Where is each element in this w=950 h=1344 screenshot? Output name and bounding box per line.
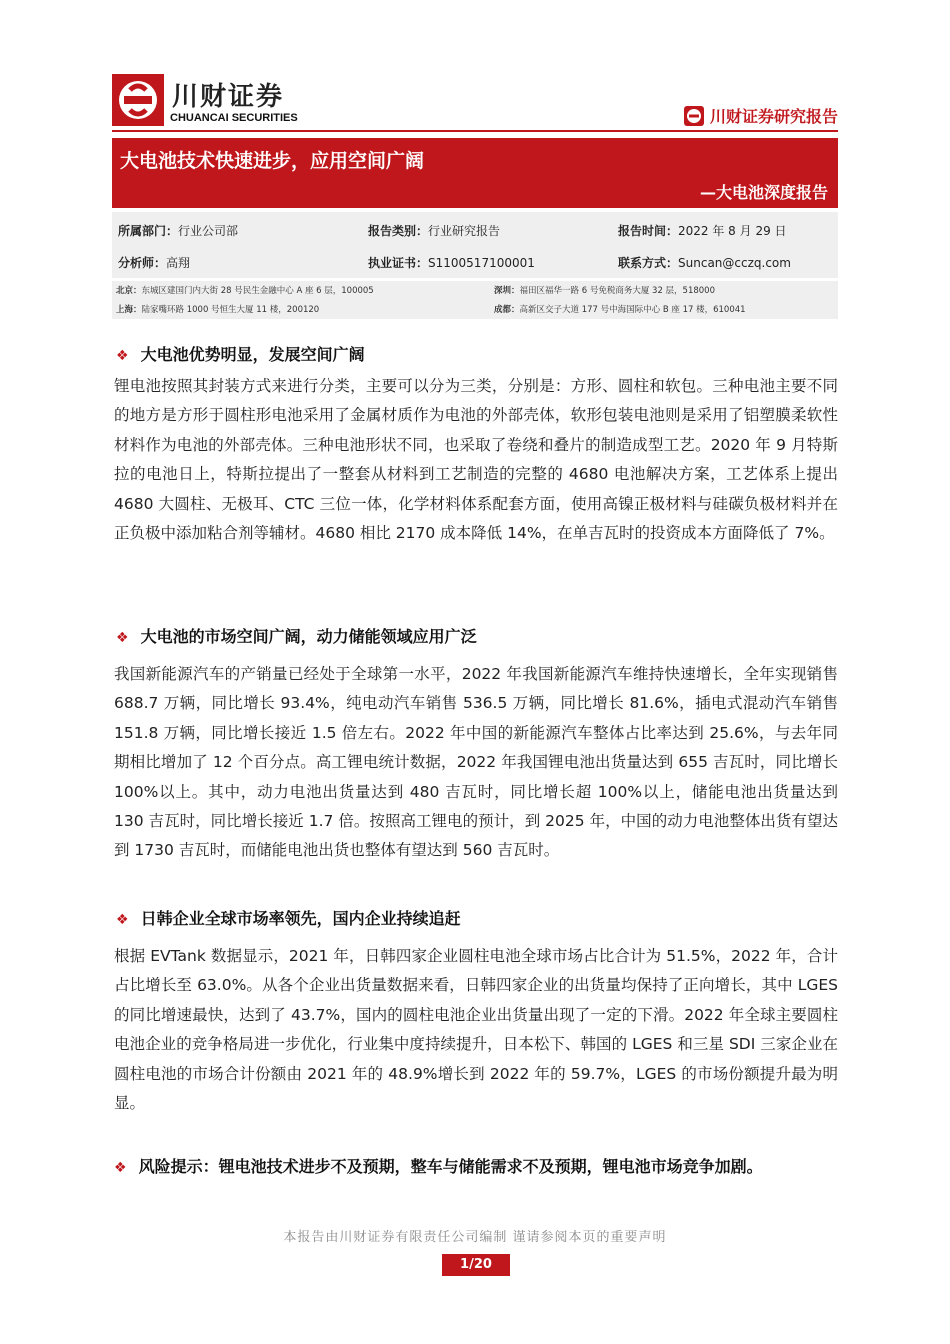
- meta-dept: 所属部门：行业公司部: [118, 224, 239, 238]
- office-addresses: [112, 280, 838, 319]
- header-rule: [112, 130, 838, 132]
- brand-small-icon: [684, 106, 704, 126]
- diamond-bullet-icon: ❖: [116, 912, 129, 928]
- meta-row-2: [118, 254, 832, 274]
- meta-contact: 联系方式：Suncan@cczq.com: [618, 256, 791, 270]
- diamond-bullet-icon: ❖: [114, 1160, 127, 1176]
- brand-name-cn: 川财证券: [172, 82, 285, 112]
- report-subtitle: —大电池深度报告: [699, 183, 828, 202]
- address-shenzhen: 深圳：福田区福华一路 6 号免税商务大厦 32 层，518000: [494, 286, 715, 296]
- address-chengdu: 成都：高新区交子大道 177 号中海国际中心 B 座 17 楼，610041: [494, 305, 746, 315]
- report-meta: [112, 212, 838, 278]
- section-heading: ❖ 大电池优势明显，发展空间广阔: [116, 345, 365, 364]
- risk-warning: ❖ 风险提示：锂电池技术进步不及预期，整车与储能需求不及预期，锂电池市场竞争加剧。: [114, 1157, 763, 1176]
- title-band: [112, 138, 838, 208]
- section-heading: ❖ 大电池的市场空间广阔，动力储能领域应用广泛: [116, 627, 477, 646]
- footer-disclaimer: 本报告由川财证券有限责任公司编制 谨请参阅本页的重要声明: [283, 1230, 667, 1245]
- report-title: 大电池技术快速进步，应用空间广阔: [120, 150, 425, 172]
- meta-type: 报告类别：行业研究报告: [368, 224, 501, 238]
- meta-date: 报告时间：2022 年 8 月 29 日: [618, 224, 787, 238]
- meta-row-1: [118, 222, 832, 242]
- section-body: 锂电池按照其封装方式来进行分类，主要可以分为三类，分别是：方形、圆柱和软包。三种电池主要不同的地方是方形于圆柱形电池采用了金属材质作为电池的外部壳体，软形包装电池则是采用了铝塑膜柔软性材料作为电池的外部壳体。三种电池形状不同，也采取了卷绕和叠片的制造成型工艺。2020 年 9 月特斯拉的电池日上，特斯拉提出了一整套从材料到工艺制造的完整的 4680 电池解决方案，工艺体系上提出 4680 大圆柱、无极耳、CTC 三位一体，化学材料体系配套方面，使用高镍正极材料与硅碳负极材料并在正负极中添加粘合剂等辅材。4680 相比 2170 成本降低 14%，在单吉瓦时的投资成本方面降低了 7%。: [114, 377, 838, 543]
- address-beijing: 北京：东城区建国门内大街 28 号民生金融中心 A 座 6 层，100005: [116, 286, 374, 296]
- report-series-label: [684, 104, 838, 127]
- address-shanghai: 上海：陆家嘴环路 1000 号恒生大厦 11 楼，200120: [116, 305, 320, 315]
- diamond-bullet-icon: ❖: [116, 630, 129, 646]
- meta-analyst: 分析师：高翔: [118, 256, 191, 270]
- meta-cert: 执业证书：S1100517100001: [368, 256, 535, 270]
- report-series-text: 川财证券研究报告: [709, 107, 838, 126]
- section-body: 我国新能源汽车的产销量已经处于全球第一水平，2022 年我国新能源汽车维持快速增长，全年实现销售 688.7 万辆，同比增长 93.4%，纯电动汽车销售 536.5 万辆，同比增长 81.6%，插电式混动汽车销售 151.8 万辆，同比增长接近 1.5 倍左右。2022 年中国的新能源汽车整体占比率达到 25.6%，与去年同期相比增加了 12 个百分点。高工锂电统计数据，2022 年我国锂电池出货量达到 655 吉瓦时，同比增长 100%以上。其中，动力电池出货量达到 480 吉瓦时，同比增长超 100%以上，储能电池出货量达到 130 吉瓦时，同比增长接近 1.7 倍。按照高工锂电的预计，到 2025 年，中国的动力电池整体出货有望达到 1730 吉瓦时，而储能电池出货也整体有望达到 560 吉瓦时。: [114, 665, 838, 860]
- page-number: 1/20: [442, 1254, 510, 1276]
- brand-name-en: CHUANCAI SECURITIES: [170, 112, 298, 124]
- diamond-bullet-icon: ❖: [116, 348, 129, 364]
- logo-mark-icon: [112, 74, 164, 126]
- section-body: 根据 EVTank 数据显示，2021 年，日韩四家企业圆柱电池全球市场占比合计为 51.5%，2022 年，合计占比增长至 63.0%。从各个企业出货量数据来看，日韩四家企业的出货量均保持了正向增长，其中 LGES 的同比增速最快，达到了 43.7%，国内的圆柱电池企业出货量出现了一定的下滑。2022 年全球主要圆柱电池企业的竞争格局进一步优化，行业集中度持续提升，日本松下、韩国的 LGES 和三星 SDI 三家企业在圆柱电池的市场合计份额由 2021 年的 48.9%增长到 2022 年的 59.7%，LGES 的市场份额提升最为明显。: [114, 947, 838, 1113]
- company-logo: [112, 74, 312, 132]
- section-heading: ❖ 日韩企业全球市场率领先，国内企业持续追赶: [116, 909, 461, 928]
